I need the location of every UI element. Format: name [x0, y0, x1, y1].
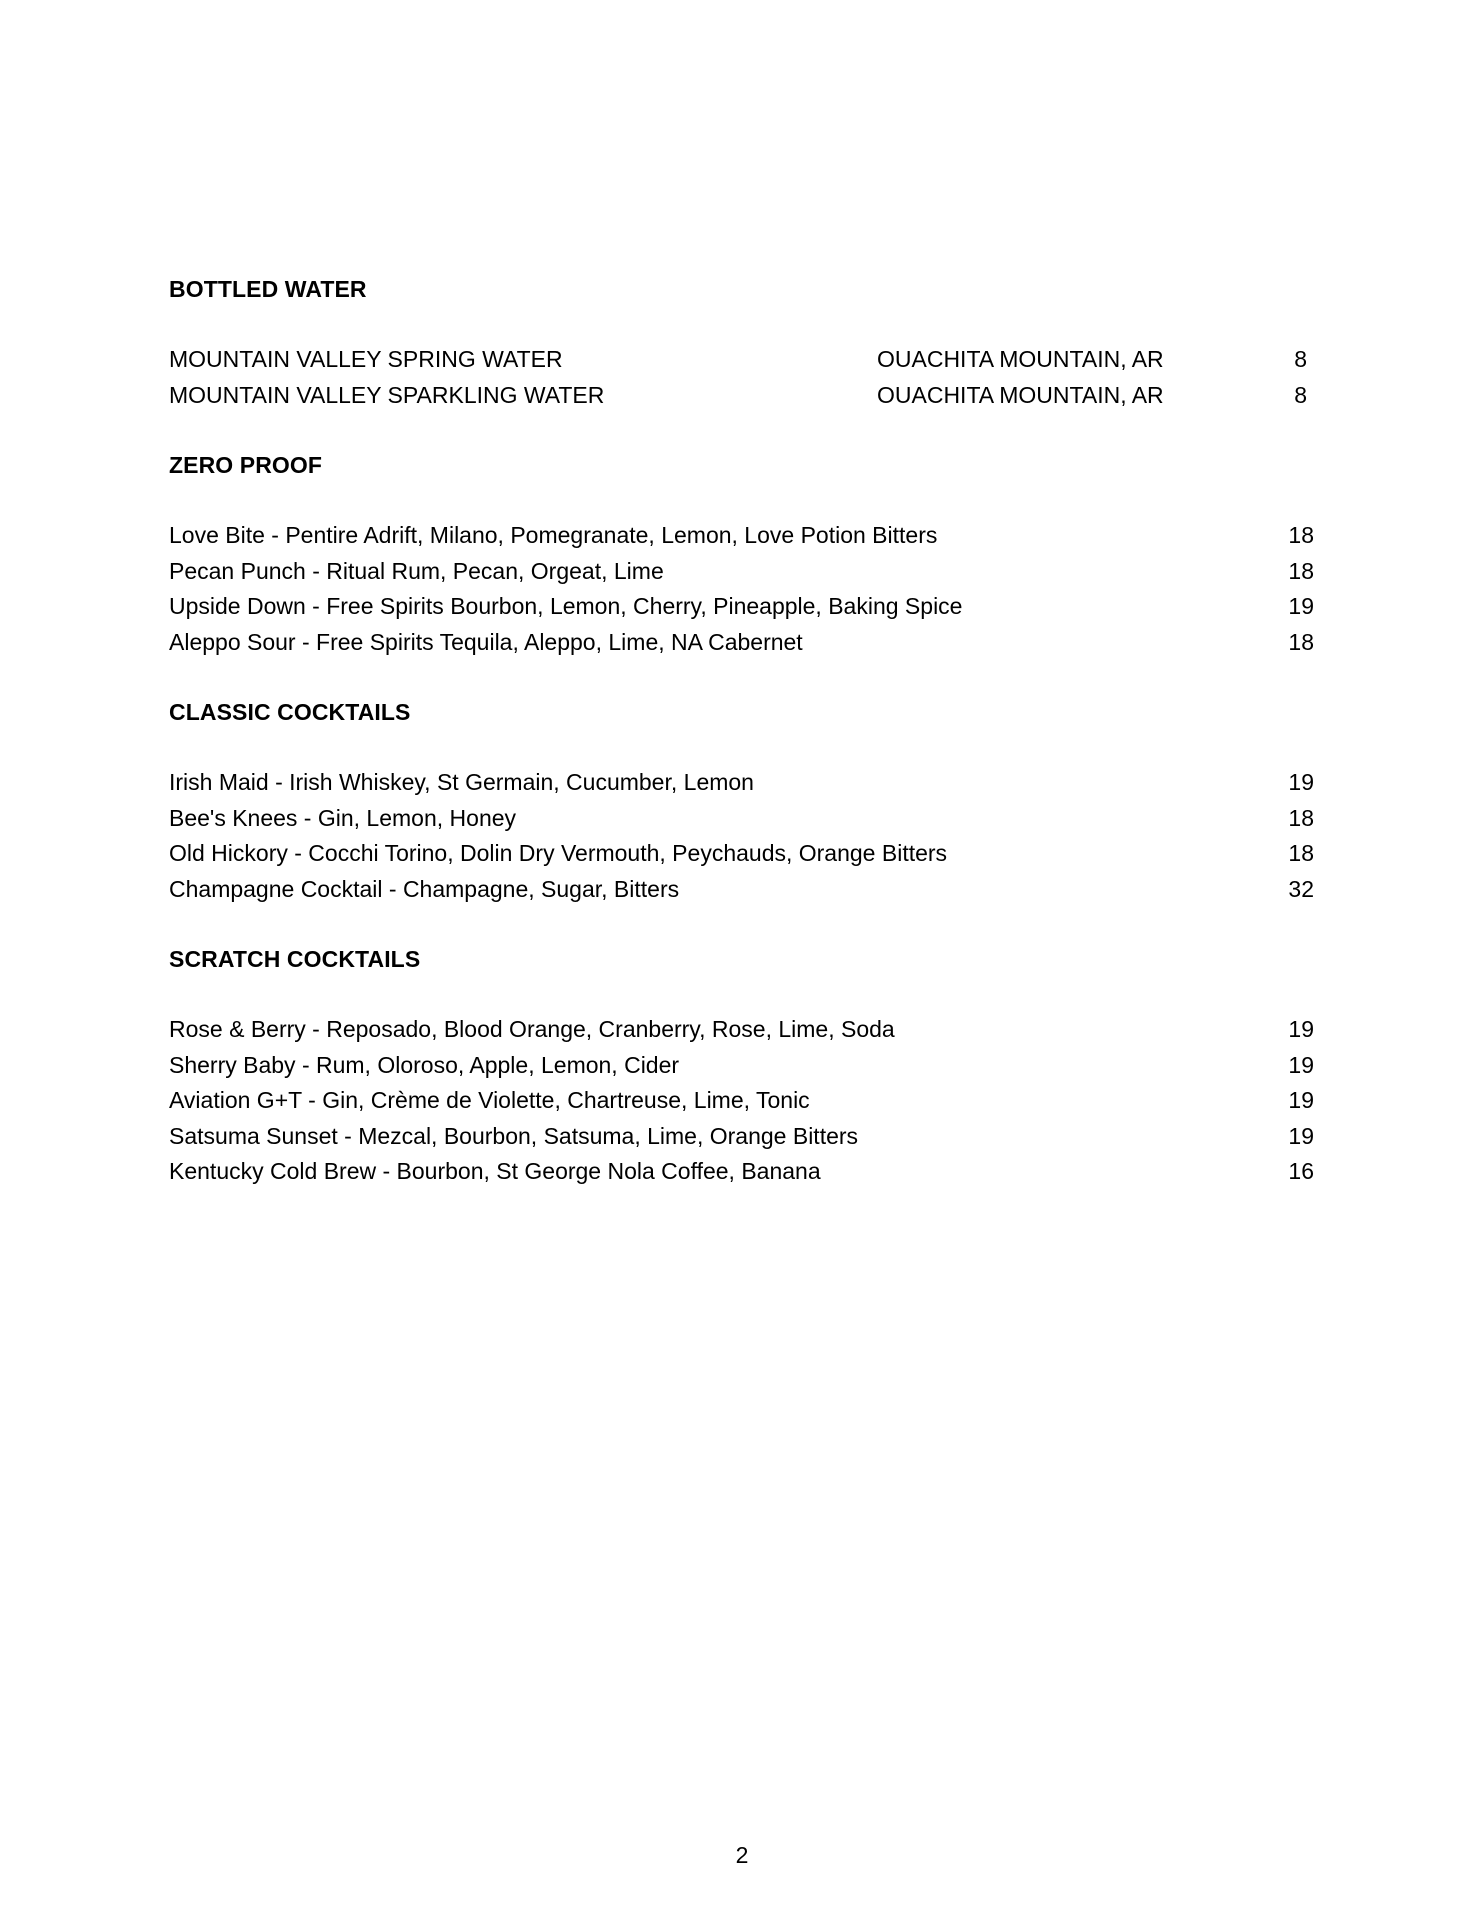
menu-item: [169, 1154, 1314, 1190]
menu-item: [169, 625, 1314, 661]
page-number: 2: [735, 1842, 749, 1868]
item-price: 18: [1288, 804, 1314, 831]
item-price: 18: [1288, 557, 1314, 584]
item-description: Rose & Berry - Reposado, Blood Orange, Cranberry, Rose, Lime, Soda: [169, 1016, 895, 1042]
menu-item: [169, 1012, 1314, 1048]
item-description: Love Bite - Pentire Adrift, Milano, Pomegranate, Lemon, Love Potion Bitters: [169, 522, 938, 548]
menu-item: [169, 1083, 1314, 1119]
item-description: Sherry Baby - Rum, Oloroso, Apple, Lemon, Cider: [169, 1051, 680, 1078]
section-heading: BOTTLED WATER: [169, 276, 367, 302]
menu-item: [169, 801, 1314, 837]
item-description: Bee's Knees - Gin, Lemon, Honey: [169, 804, 517, 831]
item-description: Aleppo Sour - Free Spirits Tequila, Aleppo, Lime, NA Cabernet: [169, 628, 803, 655]
menu-item: [169, 1119, 1314, 1155]
item-description: Upside Down - Free Spirits Bourbon, Lemon, Cherry, Pineapple, Baking Spice: [169, 593, 963, 619]
item-price: 19: [1288, 1016, 1314, 1042]
section-bottled-water: [169, 272, 1314, 413]
item-price: 16: [1288, 1158, 1314, 1184]
menu-item: [169, 554, 1314, 590]
item-list: [169, 1012, 1314, 1190]
section-heading: SCRATCH COCKTAILS: [169, 946, 421, 972]
item-description: Aviation G+T - Gin, Crème de Violette, Chartreuse, Lime, Tonic: [169, 1087, 810, 1113]
item-description: MOUNTAIN VALLEY SPRING WATER: [169, 346, 563, 372]
item-description: Champagne Cocktail - Champagne, Sugar, Bitters: [169, 875, 680, 902]
item-description: MOUNTAIN VALLEY SPARKLING WATER: [169, 381, 605, 408]
item-price: 32: [1288, 875, 1314, 902]
menu-item: [169, 378, 1314, 414]
item-price: 19: [1288, 1122, 1314, 1149]
item-price: 18: [1288, 840, 1314, 866]
item-price: 19: [1288, 1051, 1314, 1078]
item-list: [169, 342, 1314, 413]
menu-item: [169, 836, 1314, 872]
menu-content: [169, 272, 1314, 1225]
item-origin: OUACHITA MOUNTAIN, AR: [877, 346, 1164, 372]
menu-item: [169, 589, 1314, 625]
section-classic-cocktails: [169, 695, 1314, 907]
menu-item: [169, 1048, 1314, 1084]
item-description: Pecan Punch - Ritual Rum, Pecan, Orgeat, Lime: [169, 557, 664, 584]
menu-item: [169, 518, 1314, 554]
item-price: 8: [1294, 346, 1307, 372]
item-price: 19: [1288, 1087, 1314, 1113]
item-description: Irish Maid - Irish Whiskey, St Germain, Cucumber, Lemon: [169, 769, 754, 795]
menu-item: [169, 765, 1314, 801]
item-description: Kentucky Cold Brew - Bourbon, St George Nola Coffee, Banana: [169, 1158, 821, 1184]
section-heading: ZERO PROOF: [169, 452, 323, 478]
item-list: [169, 765, 1314, 907]
item-description: Satsuma Sunset - Mezcal, Bourbon, Satsuma, Lime, Orange Bitters: [169, 1122, 859, 1149]
item-price: 18: [1288, 522, 1314, 548]
item-price: 19: [1288, 593, 1314, 619]
menu-item: [169, 342, 1314, 378]
item-price: 8: [1294, 381, 1307, 408]
section-scratch-cocktails: [169, 942, 1314, 1190]
item-price: 19: [1288, 769, 1314, 795]
item-price: 18: [1288, 628, 1314, 655]
item-list: [169, 518, 1314, 660]
item-description: Old Hickory - Cocchi Torino, Dolin Dry Vermouth, Peychauds, Orange Bitters: [169, 840, 948, 866]
section-heading: CLASSIC COCKTAILS: [169, 699, 411, 725]
menu-item: [169, 872, 1314, 908]
section-zero-proof: [169, 448, 1314, 660]
item-origin: OUACHITA MOUNTAIN, AR: [877, 381, 1164, 408]
